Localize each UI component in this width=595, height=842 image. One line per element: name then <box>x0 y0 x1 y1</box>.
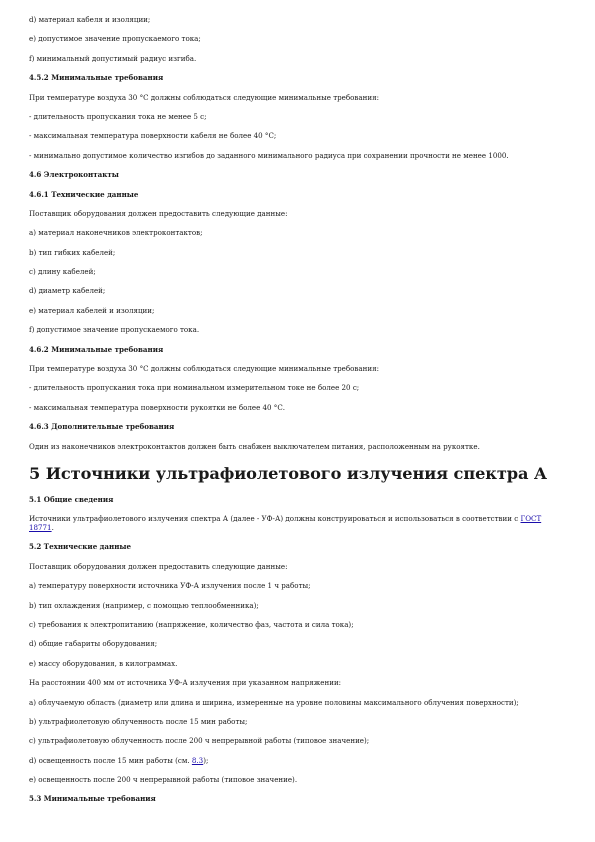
list-item: - длительность пропускания тока не менее 5 с; <box>29 111 207 121</box>
list-item: - максимальная температура поверхности рукоятки не более 40 °С. <box>29 402 286 412</box>
section-heading: 5.2 Технические данные <box>29 542 132 552</box>
list-item: c) ультрафиолетовую облученность после 200 ч непрерывной работы (типовое значение); <box>29 736 370 746</box>
list-item-text: d) освещенность после 15 мин работы (см. <box>29 755 192 765</box>
section-link[interactable]: 8.3 <box>191 755 204 765</box>
section-heading: 4.6.3 Дополнительные требования <box>29 422 175 432</box>
list-item: a) материал наконечников электроконтактов; <box>29 228 203 238</box>
list-item-text: ); <box>203 755 209 765</box>
paragraph: На расстоянии 400 мм от источника УФ-А излучения при указанном напряжении: <box>29 678 342 688</box>
list-item: b) ультрафиолетовую облученность после 15 мин работы; <box>29 716 248 726</box>
paragraph: При температуре воздуха 30 °С должны соблюдаться следующие минимальные требования: <box>29 364 379 374</box>
list-item: e) освещенность после 200 ч непрерывной работы (типовое значение). <box>29 775 298 785</box>
paragraph: Поставщик оборудования должен предоставить следующие данные: <box>29 208 288 218</box>
list-item: e) допустимое значение пропускаемого тока; <box>29 34 201 44</box>
paragraph <box>29 514 565 532</box>
paragraph-text: . <box>51 522 54 532</box>
gost-link[interactable]: ГОСТ 18771 <box>29 513 542 532</box>
list-item: a) температуру поверхности источника УФ-А излучения после 1 ч работы; <box>29 581 311 591</box>
section-heading: 5.1 Общие сведения <box>29 494 114 504</box>
paragraph: При температуре воздуха 30 °С должны соблюдаться следующие минимальные требования: <box>29 92 379 102</box>
list-item: d) диаметр кабелей; <box>29 286 106 296</box>
list-item: - длительность пропускания тока при номинальном измерительном токе не более 20 с; <box>29 383 360 393</box>
chapter-title: 5 Источники ультрафиолетового излучения спектра А <box>29 463 548 483</box>
paragraph-text: Источники ультрафиолетового излучения спектра А (далее - УФ-А) должны конструироваться и использоваться в соответствии с <box>29 513 521 523</box>
list-item: c) требования к электропитанию (напряжение, количество фаз, частота и сила тока); <box>29 619 354 629</box>
list-item: b) тип гибких кабелей; <box>29 247 116 257</box>
list-item: c) длину кабелей; <box>29 267 96 277</box>
list-item <box>29 756 565 765</box>
section-heading: 4.6 Электроконтакты <box>29 170 119 180</box>
section-heading: 4.5.2 Минимальные требования <box>29 73 164 83</box>
paragraph: Поставщик оборудования должен предоставить следующие данные: <box>29 561 288 571</box>
list-item: - минимально допустимое количество изгибов до заданного минимального радиуса при сохранении прочности не менее 1000. <box>29 150 509 160</box>
list-item: d) общие габариты оборудования; <box>29 639 158 649</box>
paragraph: Один из наконечников электроконтактов должен быть снабжен выключателем питания, расположенным на рукоятке. <box>29 441 480 451</box>
section-heading: 4.6.1 Технические данные <box>29 189 139 199</box>
list-item: a) облучаемую область (диаметр или длина и ширина, измеренные на уровне половины максимального облучения поверхности); <box>29 697 519 707</box>
list-item: f) минимальный допустимый радиус изгиба. <box>29 53 197 63</box>
list-item: d) материал кабеля и изоляции; <box>29 15 151 24</box>
list-item: e) материал кабелей и изоляции; <box>29 305 155 315</box>
list-item: - максимальная температура поверхности кабеля не более 40 °С; <box>29 131 277 141</box>
list-item: b) тип охлаждения (например, с помощью теплообменника); <box>29 600 259 610</box>
list-item: e) массу оборудования, в килограммах. <box>29 658 178 668</box>
list-item: f) допустимое значение пропускаемого тока. <box>29 325 200 335</box>
section-heading: 4.6.2 Минимальные требования <box>29 344 164 354</box>
section-heading: 5.3 Минимальные требования <box>29 794 156 804</box>
